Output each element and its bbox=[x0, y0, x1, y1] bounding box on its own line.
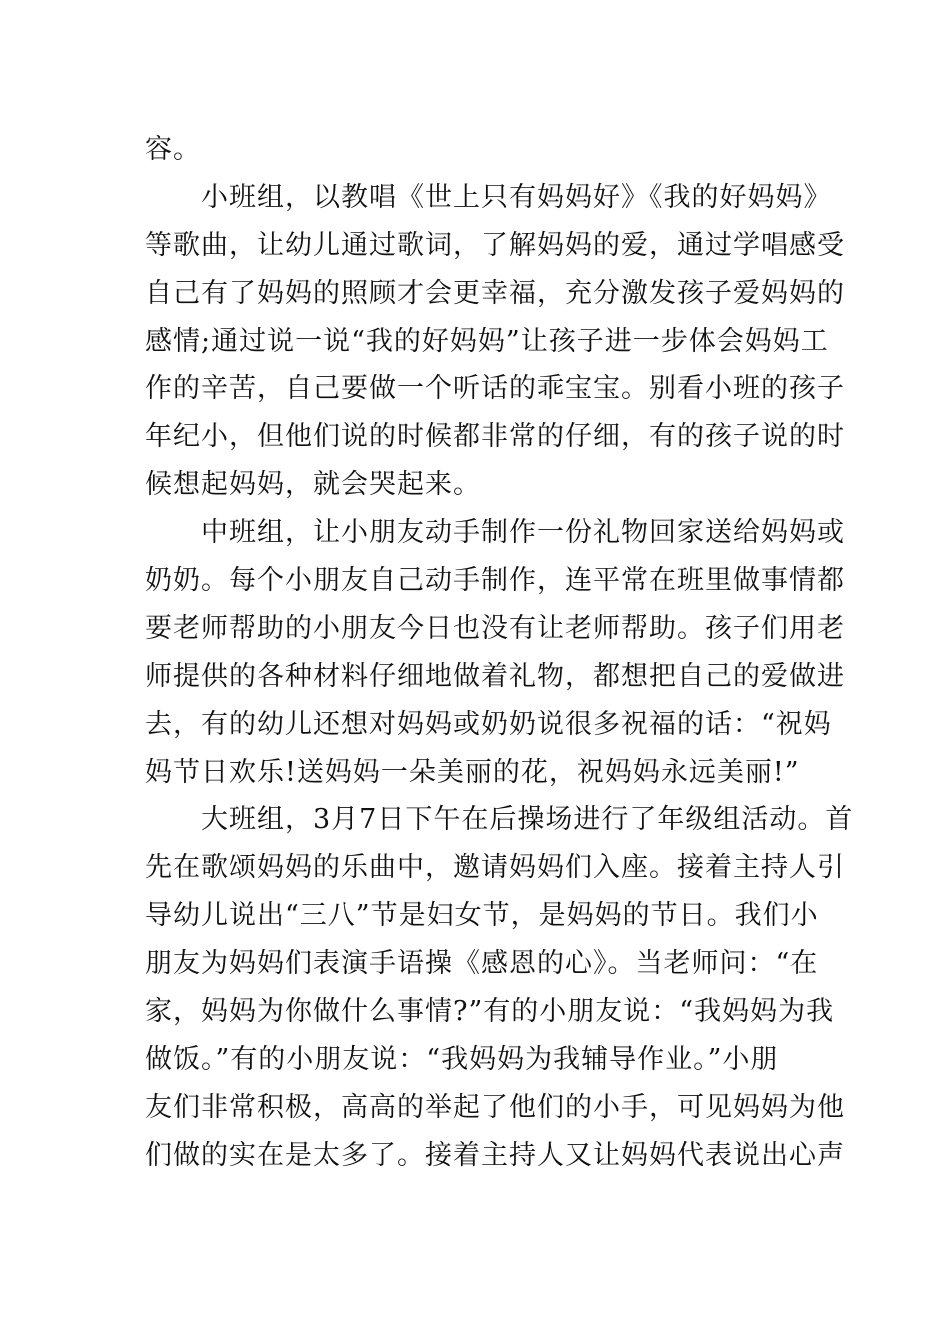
text-line: 家，妈妈为你做什么事情?”有的小朋友说：“我妈妈为我 bbox=[145, 996, 835, 1028]
text-line: 奶奶。每个小朋友自己动手制作，连平常在班里做事情都 bbox=[145, 565, 845, 597]
text-line: 做饭。”有的小朋友说：“我妈妈为我辅导作业。”小朋 bbox=[145, 1043, 779, 1075]
text-line: 朋友为妈妈们表演手语操《感恩的心》。当老师问：“在 bbox=[145, 948, 819, 980]
body-text bbox=[145, 126, 854, 1180]
text-line: 妈节日欢乐!送妈妈一朵美丽的花，祝妈妈永远美丽!” bbox=[145, 756, 800, 788]
text-line: 等歌曲，让幼儿通过歌词，了解妈妈的爱，通过学唱感受 bbox=[145, 229, 845, 261]
text-line: 友们非常积极，高高的举起了他们的小手，可见妈妈为他 bbox=[145, 1091, 845, 1123]
text-line: 容。 bbox=[145, 134, 201, 165]
text-line: 作的辛苦，自己要做一个听话的乖宝宝。别看小班的孩子 bbox=[145, 373, 845, 405]
text-line: 先在歌颂妈妈的乐曲中，邀请妈妈们入座。接着主持人引 bbox=[145, 852, 845, 884]
text-line: 导幼儿说出“三八”节是妇女节，是妈妈的节日。我们小 bbox=[145, 900, 819, 932]
text-line: 候想起妈妈，就会哭起来。 bbox=[145, 469, 481, 501]
text-line: 自己有了妈妈的照顾才会更幸福，充分激发孩子爱妈妈的 bbox=[145, 277, 845, 309]
text-line: 要老师帮助的小朋友今日也没有让老师帮助。孩子们用老 bbox=[145, 612, 845, 644]
text-line: 们做的实在是太多了。接着主持人又让妈妈代表说出心声 bbox=[145, 1139, 845, 1171]
text-line: 感情;通过说一说“我的好妈妈”让孩子进一步体会妈妈工 bbox=[145, 325, 829, 357]
paragraph-start-line: 小班组，以教唱《世上只有妈妈好》《我的好妈妈》 bbox=[201, 181, 832, 213]
text-line: 师提供的各种材料仔细地做着礼物，都想把自己的爱做进 bbox=[145, 660, 845, 692]
paragraph-start-line: 大班组，3月7日下午在后操场进行了年级组活动。首 bbox=[201, 804, 854, 836]
text-line: 去，有的幼儿还想对妈妈或奶奶说很多祝福的话：“祝妈 bbox=[145, 708, 832, 740]
text-line: 年纪小，但他们说的时候都非常的仔细，有的孩子说的时 bbox=[145, 421, 845, 453]
paragraph-start-line: 中班组，让小朋友动手制作一份礼物回家送给妈妈或 bbox=[201, 517, 845, 549]
